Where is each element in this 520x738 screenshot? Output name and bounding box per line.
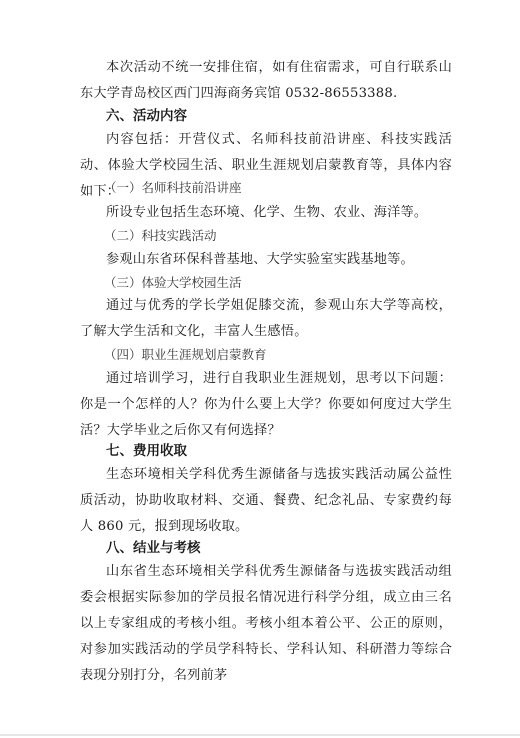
- paragraph-fee: 生态环境相关学科优秀生源储备与选拔实践活动属公益性质活动，协助收取材料、交通、餐费、纪念礼品、专家费约每人 860 元，报到现场收取。: [80, 467, 452, 534]
- paragraph-sub4: 通过培训学习，进行自我职业生涯规划，思考以下问题：你是一个怎样的人？你为什么要上大学？你要如何度过大学生活？大学毕业之后你又有何选择？: [80, 371, 452, 438]
- subheading-1: （一）名师科技前沿讲座: [104, 180, 242, 195]
- subheading-3: （三）体验大学校园生活: [104, 275, 242, 290]
- page-bottom-divider: [0, 734, 520, 736]
- paragraph-sub2: 参观山东省环保科普基地、大学实验室实践基地等。: [106, 252, 414, 267]
- section-heading-7: 七、费用收取: [106, 443, 187, 459]
- subheading-4: （四）职业生涯规划启蒙教育: [104, 347, 267, 362]
- subheading-2: （二）科技实践活动: [104, 228, 217, 243]
- section-heading-6: 六、活动内容: [106, 108, 187, 124]
- paragraph-sub3: 通过与优秀的学长学姐促膝交流，参观山东大学等高校，了解大学生活和文化，丰富人生感悟。: [80, 298, 452, 339]
- paragraph-sub1: 所设专业包括生态环境、化学、生物、农业、海洋等。: [106, 205, 428, 220]
- section-heading-8: 八、结业与考核: [106, 540, 201, 556]
- paragraph-content-intro: 内容包括：开营仪式、名师科技前沿讲座、科技实践活动、体验大学校园生活、职业生涯规划启蒙教育等，具体内容如下：: [80, 132, 452, 199]
- paragraph-accommodation: 本次活动不统一安排住宿，如有住宿需求，可自行联系山东大学青岛校区西门四海商务宾馆 0532-86553388.: [80, 60, 452, 101]
- paragraph-assessment: 山东省生态环境相关学科优秀生源储备与选拔实践活动组委会根据实际参加的学员报名情况进行科学分组，成立由三名以上专家组成的考核小组。考核小组本着公平、公正的原则，对参加实践活动的学员学科特长、学科认知、科研潜力等综合表现分别打分，名列前茅: [80, 564, 452, 683]
